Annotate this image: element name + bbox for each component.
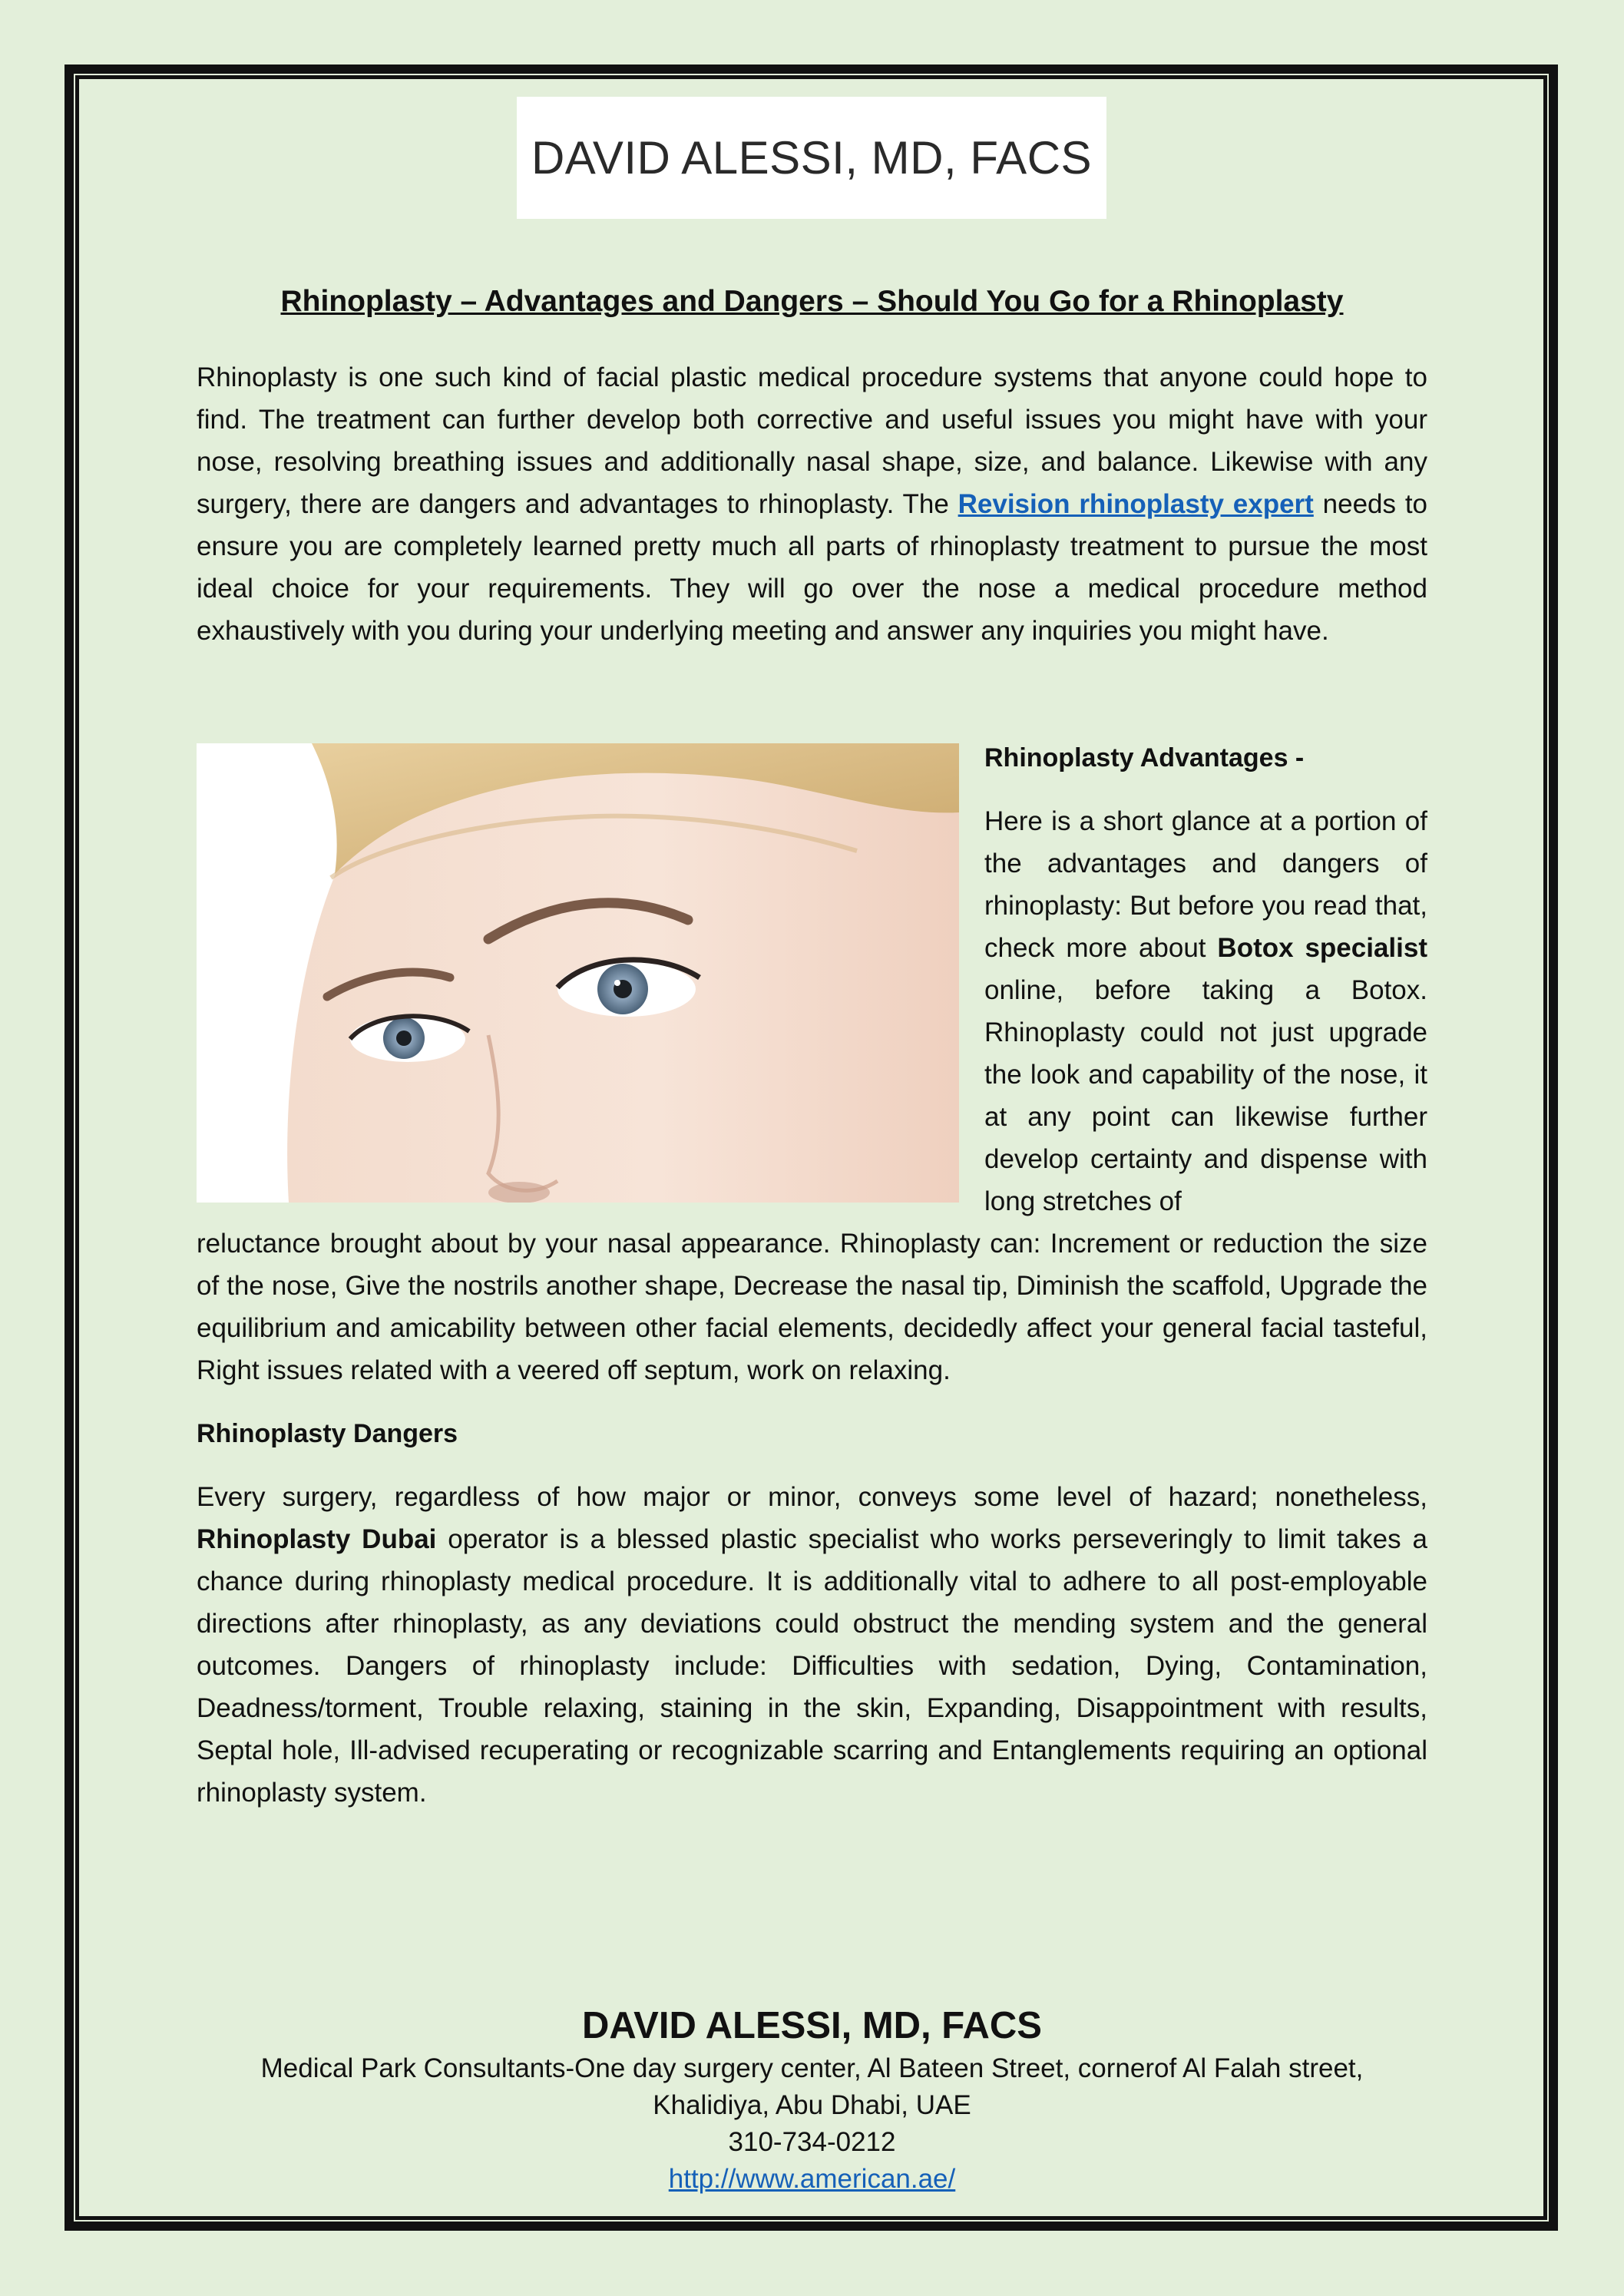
footer-phone: 310-734-0212 [728,2127,896,2157]
dangers-paragraph [197,1476,1427,1814]
footer-address-line1: Medical Park Consultants-One day surgery center, Al Bateen Street, cornerof Al Falah street, [260,2053,1364,2083]
logo-text: DAVID ALESSI, MD, FACS [531,132,1093,184]
dangers-heading: Rhinoplasty Dangers [197,1419,458,1448]
advantages-continued-paragraph: reluctance brought about by your nasal appearance. Rhinoplasty can: Increment or reduction the size of the nose, Give the nostrils another shape, Decrease the nasal tip, Diminish the scaffold, Upgrade the equilibrium and amicability between other facial elements, decidedly affect your general facial tasteful, Right issues related with a veered off septum, work on relaxing. [197,1229,1427,1385]
intro-paragraph [197,356,1427,652]
logo-banner [517,97,1106,219]
footer-address-line2: Khalidiya, Abu Dhabi, UAE [653,2090,971,2120]
face-photo [197,743,959,1203]
footer [154,2001,1470,2198]
dangers-text-end: operator is a blessed plastic specialist who works perseveringly to limit takes a chance during rhinoplasty medical procedure. It is additionally vital to adhere to all post-employable directions after rhinoplasty, as any deviations could obstruct the mending system and the general outcomes. Dangers of rhinoplasty include: Difficulties with sedation, Dying, Contamination, Deadness/torment, Trouble relaxing, staining in the skin, Expanding, Disappointment with results, Septal hole, Ill-advised recuperating or recognizable scarring and Entanglements requiring an optional rhinoplasty system. [197,1524,1427,1808]
intro-text-end: needs to ensure you are completely learned pretty much all parts of rhinoplasty treatment to pursue the most ideal choice for your requirements. They will go over the nose a medical procedure method exhaustively with you during your underlying meeting and answer any inquiries you might have. [197,489,1428,646]
advantages-text-end: online, before taking a Botox. Rhinoplasty could not just upgrade the look and capability of the nose, it at any point can likewise further develop certainty and dispense with long stretches of [984,975,1427,1216]
footer-name: DAVID ALESSI, MD, FACS [582,2005,1042,2046]
footer-website-link[interactable]: http://www.american.ae/ [668,2164,956,2194]
advantages-text-start: Here is a short glance at a portion of the advantages and dangers of rhinoplasty: But before you read that, check more about [984,806,1427,963]
revision-rhinoplasty-link[interactable]: Revision rhinoplasty expert [958,489,1314,519]
advantages-side-paragraph [984,800,1427,1222]
rhinoplasty-dubai-text: Rhinoplasty Dubai [197,1524,437,1554]
advantages-heading: Rhinoplasty Advantages - [984,743,1305,773]
intro-text-start: Rhinoplasty is one such kind of facial plastic medical procedure systems that anyone could hope to find. The treatment can further develop both corrective and useful issues you might have with your nose, resolving breathing issues and additionally nasal shape, size, and balance. Likewise with any surgery, there are dangers and advantages to rhinoplasty. The [197,362,1427,519]
article-title: Rhinoplasty – Advantages and Dangers – Should You Go for a Rhinoplasty [280,285,1344,318]
botox-specialist-text: Botox specialist [1217,933,1427,963]
dangers-text-start: Every surgery, regardless of how major or minor, conveys some level of hazard; nonetheless, [197,1482,1427,1512]
